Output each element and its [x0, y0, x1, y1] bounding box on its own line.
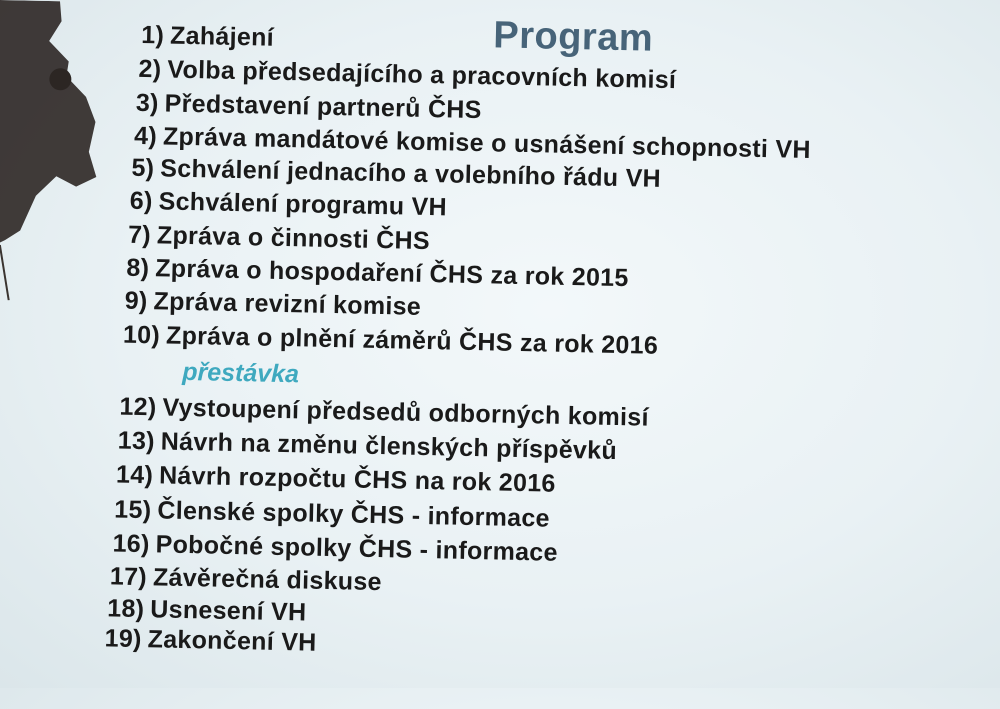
- agenda-item-text: Zpráva mandátové komise o usnášení schopnosti VH: [162, 122, 812, 165]
- agenda-item-text: Zpráva o plnění záměrů ČHS za rok 2016: [165, 321, 659, 360]
- agenda-item: [110, 562, 382, 597]
- agenda-item: [126, 254, 629, 294]
- agenda-item-number: 17): [109, 562, 148, 592]
- agenda-item: [141, 21, 274, 53]
- agenda-item-number: 15): [114, 495, 152, 525]
- agenda-item-number: 5): [131, 153, 155, 183]
- agenda-item-text: Schválení jednacího a volebního řádu VH: [160, 154, 662, 193]
- agenda-item-text: Usnesení VH: [150, 595, 307, 627]
- agenda-item: [124, 287, 421, 322]
- break-label: přestávka: [181, 357, 300, 389]
- agenda-item-text: Zpráva o činnosti ČHS: [156, 221, 431, 256]
- agenda-item-number: 4): [133, 121, 158, 151]
- agenda-item-number: 8): [126, 253, 150, 283]
- page-title: Program: [492, 14, 654, 60]
- agenda-item: [138, 55, 676, 95]
- agenda-item-number: 7): [127, 220, 152, 250]
- agenda-item: [128, 221, 430, 256]
- agenda-item-text: Vystoupení předsedů odborných komisí: [162, 393, 650, 432]
- agenda-item-text: Zakončení VH: [147, 625, 317, 657]
- agenda-item-text: Členské spolky ČHS - informace: [157, 496, 551, 533]
- agenda-item-number: 1): [141, 20, 165, 50]
- agenda-item-number: 9): [124, 286, 148, 316]
- climber-silhouette-icon: [0, 0, 110, 302]
- agenda-item-text: Zpráva o hospodaření ČHS za rok 2015: [154, 254, 629, 293]
- agenda-item-number: 10): [122, 320, 161, 350]
- agenda-item-number: 19): [104, 624, 142, 654]
- agenda-item: [104, 624, 317, 657]
- agenda-item: [117, 427, 617, 466]
- agenda-item-number: 12): [119, 392, 157, 422]
- agenda-item-number: 18): [106, 594, 145, 624]
- agenda-item-text: Představení partnerů ČHS: [164, 89, 482, 125]
- agenda-item-number: 16): [112, 529, 150, 559]
- agenda-item-text: Volba předsedajícího a pracovních komisí: [167, 55, 677, 95]
- agenda-item: [130, 187, 448, 223]
- agenda-item-number: 13): [117, 426, 156, 456]
- agenda-item: [114, 496, 550, 534]
- agenda-item-number: 3): [135, 88, 160, 118]
- agenda-item-text: Návrh na změnu členských příspěvků: [160, 427, 618, 466]
- agenda-item-number: 14): [115, 460, 154, 490]
- agenda-item: [107, 594, 307, 627]
- agenda-item-text: Zahájení: [169, 21, 275, 52]
- agenda-item-number: 6): [129, 186, 153, 216]
- agenda-item-number: 2): [138, 54, 162, 84]
- agenda-item: [123, 321, 659, 361]
- agenda-item-text: Návrh rozpočtu ČHS na rok 2016: [158, 461, 556, 498]
- agenda-item: [136, 89, 482, 125]
- agenda-item: [119, 393, 649, 433]
- agenda-item-text: Schválení programu VH: [158, 187, 448, 222]
- agenda-item-text: Pobočné spolky ČHS - informace: [155, 530, 559, 567]
- agenda-item-text: Zpráva revizní komise: [153, 287, 422, 321]
- agenda-item: [112, 529, 558, 567]
- agenda-item: [116, 461, 556, 499]
- agenda-item-text: Závěrečná diskuse: [152, 563, 383, 597]
